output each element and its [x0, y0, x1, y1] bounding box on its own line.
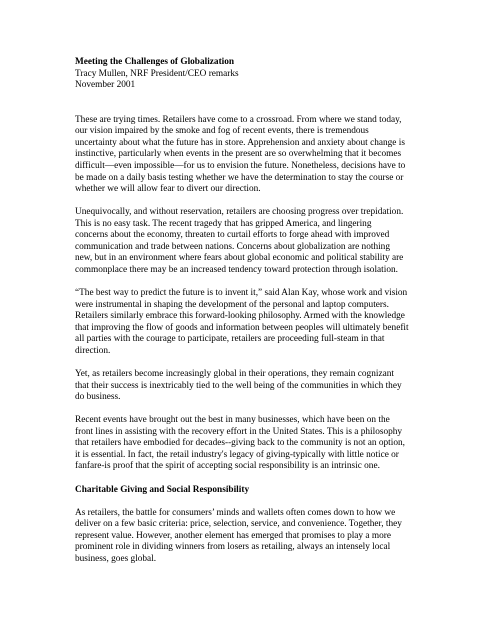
text-line: our vision impaired by the smoke and fog of recent events, there is tremendous	[75, 126, 369, 137]
text-line: prominent role in dividing winners from losers as retailing, always an intensely local	[75, 542, 391, 553]
text-line: fanfare-is proof that the spirit of accepting social responsibility is an intrinsic one.	[75, 461, 380, 472]
document-body	[75, 57, 429, 565]
document-byline: Tracy Mullen, NRF President/CEO remarks	[75, 68, 239, 79]
text-line: Retailers similarly embrace this forward-looking philosophy. Armed with the knowledge	[75, 311, 405, 322]
spacer	[75, 196, 429, 208]
text-line: Yet, as retailers become increasingly global in their operations, they remain cognizant	[75, 369, 394, 379]
spacer	[75, 277, 429, 289]
text-line: represent value. However, another element has emerged that promises to play a more	[75, 530, 391, 541]
document-header	[75, 57, 429, 92]
document-date: November 2001	[75, 80, 136, 91]
spacer	[75, 357, 429, 369]
text-line: concerns about the economy, threaten to curtail efforts to forge ahead with improved	[75, 230, 390, 241]
spacer	[75, 473, 429, 485]
text-line: that retailers have embodied for decades--giving back to the community is not an option,	[75, 438, 405, 449]
text-line: whether we will allow fear to divert our direction.	[75, 184, 261, 195]
paragraph-1	[75, 115, 429, 196]
spacer	[75, 496, 429, 508]
text-line: Recent events have brought out the best in many businesses, which have been on the	[75, 415, 390, 426]
text-line: business, goes global.	[75, 553, 157, 564]
spacer	[75, 103, 429, 115]
text-line: do business.	[75, 392, 121, 403]
text-line: that their success is inextricably tied to the well being of the communities in which they	[75, 380, 402, 391]
spacer	[75, 92, 429, 104]
text-line: that improving the flow of goods and information between peoples will ultimately benefit	[75, 322, 409, 333]
text-line: it is essential. In fact, the retail industry's legacy of giving-typically with little notice or	[75, 449, 399, 460]
text-line: deliver on a few basic criteria: price, selection, service, and convenience. Together, they	[75, 519, 402, 530]
text-line: Unequivocally, and without reservation, retailers are choosing progress over trepidation.	[75, 207, 404, 218]
text-line: instinctive, particularly when events in the present are so overwhelming that it becomes	[75, 149, 402, 160]
text-line: This is no easy task. The recent tragedy that has gripped America, and lingering	[75, 218, 372, 229]
text-line: communication and trade between nations. Concerns about globalization are nothing	[75, 241, 390, 252]
text-line: uncertainty about what the future has in store. Apprehension and anxiety about change is	[75, 137, 405, 148]
paragraph-2	[75, 207, 429, 276]
text-line: “The best way to predict the future is to invent it,” said Alan Kay, whose work and vision	[75, 288, 408, 299]
text-line: commonplace there may be an increased tendency toward protection through isolation.	[75, 264, 398, 275]
paragraph-3	[75, 288, 429, 357]
text-line: were instrumental in shaping the development of the personal and laptop computers.	[75, 299, 389, 310]
text-line: be made on a daily basis testing whether we have the determination to stay the course or	[75, 172, 404, 183]
text-line: direction.	[75, 345, 111, 356]
text-line: front lines in assisting with the recovery effort in the United States. This is a philosophy	[75, 426, 403, 437]
paragraph-4	[75, 369, 429, 404]
section-heading: Charitable Giving and Social Responsibility	[75, 484, 250, 495]
text-line: As retailers, the battle for consumers’ minds and wallets often comes down to how we	[75, 507, 396, 518]
section-heading-block	[75, 485, 429, 497]
text-line: new, but in an environment where fears about global economic and political stability are	[75, 253, 404, 264]
paragraph-5	[75, 415, 429, 473]
text-line: all parties with the courage to participate, retailers are proceeding full-steam in that	[75, 334, 385, 345]
text-line: difficult—even impossible—for us to envision the future. Nonetheless, decisions have to	[75, 161, 406, 172]
text-line: These are trying times. Retailers have come to a crossroad. From where we stand today,	[75, 114, 402, 125]
paragraph-6	[75, 508, 429, 566]
document-title: Meeting the Challenges of Globalization	[75, 57, 235, 67]
spacer	[75, 404, 429, 416]
